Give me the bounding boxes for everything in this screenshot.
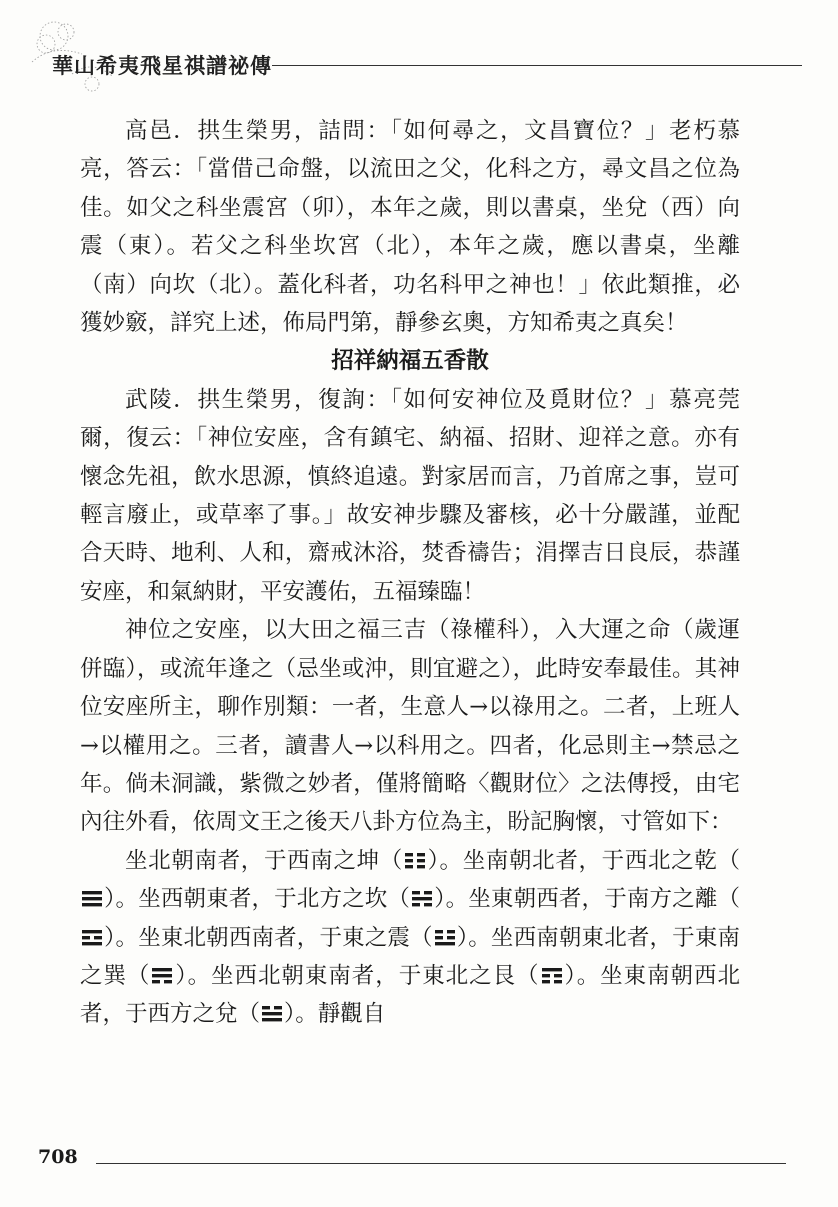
text-segment: ）。坐西南朝東北者，于東南之巽（ — [80, 924, 740, 989]
text-segment: 坐北朝南者，于西南之坤（ — [125, 847, 403, 874]
kan-trigram-icon — [412, 890, 432, 907]
zhen-trigram-icon — [435, 929, 455, 946]
footer-rule — [96, 1163, 786, 1164]
qian-trigram-icon — [82, 890, 102, 907]
text-segment: ）。坐東北朝西南者，于東之震（ — [104, 924, 433, 951]
text-segment: ）。靜觀自 — [284, 1001, 386, 1028]
kun-trigram-icon — [405, 852, 425, 869]
paragraph-4 — [80, 842, 740, 1034]
xun-trigram-icon — [152, 967, 172, 984]
paragraph-2: 武陵．拱生榮男，復詢：「如何安神位及覓財位？」慕亮莞爾，復云：「神位安座，含有鎮宅、納福、招財、迎祥之意。亦有懷念先祖，飲水思源，慎終追遠。對家居而言，乃首席之事，豈可輕言廢止，或草率了事。」故安神步驟及審核，必十分嚴謹，並配合天時、地利、人和，齋戒沐浴，焚香禱告；涓擇吉日良辰，恭謹安座，和氣納財，平安護佑，五福臻臨！ — [80, 386, 740, 605]
gen-trigram-icon — [542, 967, 562, 984]
text-segment: ）。坐西北朝東南者，于東北之艮（ — [174, 962, 540, 989]
page-footer — [38, 1146, 778, 1176]
section-heading: 招祥納福五香散 — [331, 348, 489, 375]
book-title: 華山希夷飛星祺譜祕傳 — [52, 53, 272, 78]
header-rule — [272, 65, 802, 66]
page-body — [80, 112, 740, 1034]
page-number: 708 — [38, 1146, 78, 1168]
paragraph-3: 神位之安座，以大田之福三吉（祿權科），入大運之命（歲運併臨），或流年逢之（忌坐或沖，則宜避之），此時安奉最佳。其神位安座所主，聊作別類：一者，生意人→以祿用之。二者，上班人→以權用之。三者，讀書人→以科用之。四者，化忌則主→禁忌之年。倘未洞識，紫微之妙者，僅將簡略〈觀財位〉之法傳授，由宅內往外看，依周文王之後天八卦方位為主，盼記胸懷，寸管如下： — [80, 617, 740, 836]
page-header — [22, 14, 812, 94]
text-segment: ）。坐東南朝西北者，于西方之兌（ — [80, 962, 740, 1028]
paragraph-1: 高邑．拱生榮男，詰問：「如何尋之，文昌寶位？」老朽慕亮，答云：「當借己命盤，以流田之父，化科之方，尋文昌之位為佳。如父之科坐震宮（卯），本年之歲，則以書桌，坐兌（西）向震（東）。若父之科坐坎宮（北），本年之歲，應以書桌，坐離（南）向坎（北）。蓋化科者，功名科甲之神也！」依此類推，必獲妙竅，詳究上述，佈局門第，靜參玄奧，方知希夷之真矣！ — [80, 118, 740, 337]
li-trigram-icon — [82, 929, 102, 946]
text-segment: ）。坐西朝東者，于北方之坎（ — [104, 886, 411, 913]
dui-trigram-icon — [262, 1005, 282, 1022]
text-segment: ）。坐東朝西者，于南方之離（ — [434, 886, 740, 913]
text-segment: ）。坐南朝北者，于西北之乾（ — [426, 847, 740, 874]
